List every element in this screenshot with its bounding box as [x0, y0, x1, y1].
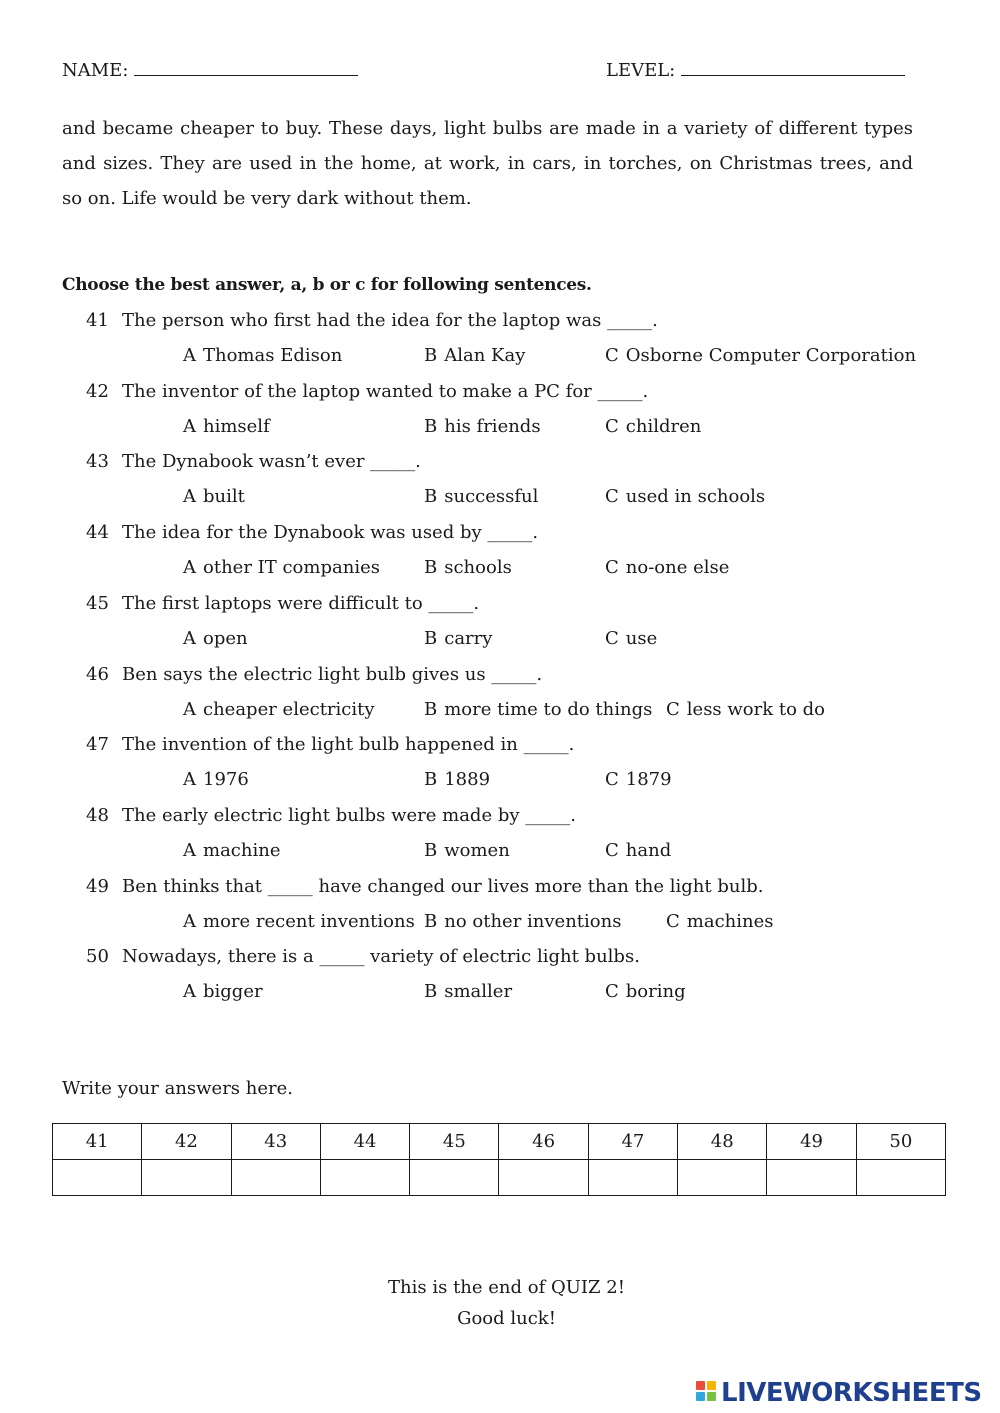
- option-letter: B: [424, 769, 438, 790]
- answer-grid-header-cell: 49: [767, 1124, 856, 1160]
- option-text: smaller: [444, 981, 513, 1002]
- option-text: open: [203, 628, 248, 649]
- answer-option-b[interactable]: [424, 840, 510, 861]
- option-letter: B: [424, 557, 438, 578]
- answer-option-a[interactable]: [183, 486, 245, 507]
- option-letter: B: [424, 981, 438, 1002]
- question-text: The early electric light bulbs were made by _____.: [122, 805, 576, 826]
- liveworksheets-logo-icon: [696, 1381, 718, 1405]
- option-letter: B: [424, 345, 438, 366]
- option-letter: B: [424, 416, 438, 437]
- option-text: bigger: [203, 981, 263, 1002]
- question-number: 46: [86, 664, 109, 685]
- option-letter: A: [183, 699, 196, 720]
- name-label: NAME:: [62, 60, 129, 81]
- answer-input-cell[interactable]: [320, 1160, 409, 1196]
- option-text: schools: [444, 557, 512, 578]
- option-letter: A: [183, 416, 196, 437]
- question-number: 42: [86, 381, 109, 402]
- level-field: [606, 60, 905, 81]
- answer-input-cell[interactable]: [142, 1160, 231, 1196]
- option-text: his friends: [444, 416, 541, 437]
- question-number: 44: [86, 522, 109, 543]
- answer-option-b[interactable]: [424, 557, 512, 578]
- option-letter: A: [183, 981, 196, 1002]
- option-text: women: [444, 840, 510, 861]
- option-letter: B: [424, 628, 438, 649]
- answer-option-c[interactable]: [605, 769, 672, 790]
- option-text: hand: [625, 840, 672, 861]
- answer-option-a[interactable]: [183, 911, 415, 932]
- option-text: more recent inventions: [203, 911, 415, 932]
- answer-option-c[interactable]: [605, 486, 765, 507]
- option-text: children: [625, 416, 702, 437]
- option-letter: A: [183, 628, 196, 649]
- option-letter: C: [605, 486, 619, 507]
- answer-option-b[interactable]: [424, 699, 652, 720]
- answers-label: Write your answers here.: [62, 1078, 293, 1099]
- name-field: [62, 60, 358, 81]
- option-text: built: [203, 486, 245, 507]
- option-text: less work to do: [686, 699, 826, 720]
- answer-option-a[interactable]: [183, 416, 270, 437]
- option-letter: B: [424, 699, 438, 720]
- level-label: LEVEL:: [606, 60, 676, 81]
- answer-grid-header-cell: 47: [588, 1124, 677, 1160]
- option-text: carry: [444, 628, 493, 649]
- option-letter: C: [666, 911, 680, 932]
- level-blank-line[interactable]: [681, 61, 905, 76]
- name-blank-line[interactable]: [134, 61, 358, 76]
- answer-option-a[interactable]: [183, 628, 248, 649]
- answer-option-a[interactable]: [183, 557, 380, 578]
- answer-option-c[interactable]: [605, 981, 686, 1002]
- option-text: other IT companies: [203, 557, 380, 578]
- question-text: The idea for the Dynabook was used by _____.: [122, 522, 539, 543]
- reading-passage: and became cheaper to buy. These days, light bulbs are made in a variety of different types and sizes. They are used in the home, at work, in cars, in torches, on Christmas trees, and so on. Life would be very dark without them.: [62, 118, 913, 209]
- answer-input-cell[interactable]: [767, 1160, 856, 1196]
- option-text: 1879: [625, 769, 672, 790]
- option-letter: A: [183, 345, 196, 366]
- instructions: Choose the best answer, a, b or c for following sentences.: [62, 275, 592, 295]
- option-text: 1889: [444, 769, 491, 790]
- answer-input-cell[interactable]: [53, 1160, 142, 1196]
- option-letter: C: [666, 699, 680, 720]
- answer-input-cell[interactable]: [678, 1160, 767, 1196]
- option-letter: C: [605, 628, 619, 649]
- answer-option-c[interactable]: [605, 416, 701, 437]
- question-text: The Dynabook wasn’t ever _____.: [122, 451, 421, 472]
- option-letter: C: [605, 557, 619, 578]
- answer-option-b[interactable]: [424, 486, 538, 507]
- option-letter: B: [424, 486, 438, 507]
- answer-option-c[interactable]: [666, 911, 774, 932]
- option-letter: A: [183, 557, 196, 578]
- question-text: Ben thinks that _____ have changed our lives more than the light bulb.: [122, 876, 764, 897]
- option-letter: A: [183, 911, 196, 932]
- liveworksheets-logo: [696, 1376, 982, 1410]
- answer-option-a[interactable]: [183, 769, 249, 790]
- answer-grid-header-cell: 50: [856, 1124, 945, 1160]
- option-text: machine: [203, 840, 281, 861]
- option-text: Alan Kay: [444, 345, 526, 366]
- option-letter: C: [605, 981, 619, 1002]
- answer-option-b[interactable]: [424, 981, 512, 1002]
- option-letter: C: [605, 769, 619, 790]
- option-text: successful: [444, 486, 539, 507]
- option-text: machines: [686, 911, 774, 932]
- answer-grid-header-cell: 42: [142, 1124, 231, 1160]
- answer-input-cell[interactable]: [231, 1160, 320, 1196]
- end-of-quiz-text: This is the end of QUIZ 2!: [388, 1277, 625, 1298]
- answer-grid-input-row: [53, 1160, 946, 1196]
- answer-grid-header-cell: 43: [231, 1124, 320, 1160]
- question-text: The person who first had the idea for the laptop was _____.: [122, 310, 658, 331]
- question-number: 43: [86, 451, 109, 472]
- option-text: himself: [203, 416, 270, 437]
- liveworksheets-wordmark: LIVEWORKSHEETS: [721, 1378, 982, 1408]
- question-number: 48: [86, 805, 109, 826]
- answer-option-b[interactable]: [424, 769, 490, 790]
- answer-option-c[interactable]: [605, 557, 729, 578]
- answer-input-cell[interactable]: [410, 1160, 499, 1196]
- answer-grid-header-cell: 48: [678, 1124, 767, 1160]
- question-text: Ben says the electric light bulb gives us _____.: [122, 664, 543, 685]
- option-text: boring: [625, 981, 686, 1002]
- question-number: 45: [86, 593, 109, 614]
- question-text: The inventor of the laptop wanted to make a PC for _____.: [122, 381, 649, 402]
- answer-option-a[interactable]: [183, 840, 280, 861]
- answer-input-cell[interactable]: [499, 1160, 588, 1196]
- option-letter: B: [424, 911, 438, 932]
- question-text: The invention of the light bulb happened in _____.: [122, 734, 575, 755]
- question-number: 49: [86, 876, 109, 897]
- option-letter: C: [605, 840, 619, 861]
- option-text: use: [625, 628, 658, 649]
- answer-option-c[interactable]: [605, 345, 916, 366]
- answer-grid-header-cell: 46: [499, 1124, 588, 1160]
- answer-input-cell[interactable]: [856, 1160, 945, 1196]
- option-text: 1976: [203, 769, 249, 790]
- answer-grid-header-cell: 44: [320, 1124, 409, 1160]
- answer-grid-header-cell: 41: [53, 1124, 142, 1160]
- option-text: no other inventions: [444, 911, 622, 932]
- answer-option-a[interactable]: [183, 981, 263, 1002]
- option-letter: B: [424, 840, 438, 861]
- answer-option-b[interactable]: [424, 628, 492, 649]
- answer-option-c[interactable]: [666, 699, 825, 720]
- answer-option-b[interactable]: [424, 345, 525, 366]
- option-text: cheaper electricity: [203, 699, 375, 720]
- question-text: The first laptops were difficult to _____.: [122, 593, 480, 614]
- answer-option-c[interactable]: [605, 628, 657, 649]
- answer-grid-header-row: [53, 1124, 946, 1160]
- answer-grid-header-cell: 45: [410, 1124, 499, 1160]
- option-text: Thomas Edison: [203, 345, 343, 366]
- answer-option-a[interactable]: [183, 699, 375, 720]
- option-letter: A: [183, 840, 196, 861]
- question-number: 50: [86, 946, 109, 967]
- option-letter: C: [605, 345, 619, 366]
- answer-grid: [52, 1123, 946, 1196]
- good-luck-text: Good luck!: [457, 1308, 556, 1329]
- answer-option-c[interactable]: [605, 840, 671, 861]
- option-letter: A: [183, 769, 196, 790]
- option-text: more time to do things: [444, 699, 653, 720]
- option-text: used in schools: [625, 486, 766, 507]
- option-text: no-one else: [625, 557, 730, 578]
- question-number: 47: [86, 734, 109, 755]
- question-number: 41: [86, 310, 109, 331]
- answer-option-b[interactable]: [424, 416, 541, 437]
- answer-input-cell[interactable]: [588, 1160, 677, 1196]
- option-text: Osborne Computer Corporation: [625, 345, 917, 366]
- option-letter: A: [183, 486, 196, 507]
- answer-option-a[interactable]: [183, 345, 342, 366]
- option-letter: C: [605, 416, 619, 437]
- question-text: Nowadays, there is a _____ variety of electric light bulbs.: [122, 946, 640, 967]
- answer-option-b[interactable]: [424, 911, 621, 932]
